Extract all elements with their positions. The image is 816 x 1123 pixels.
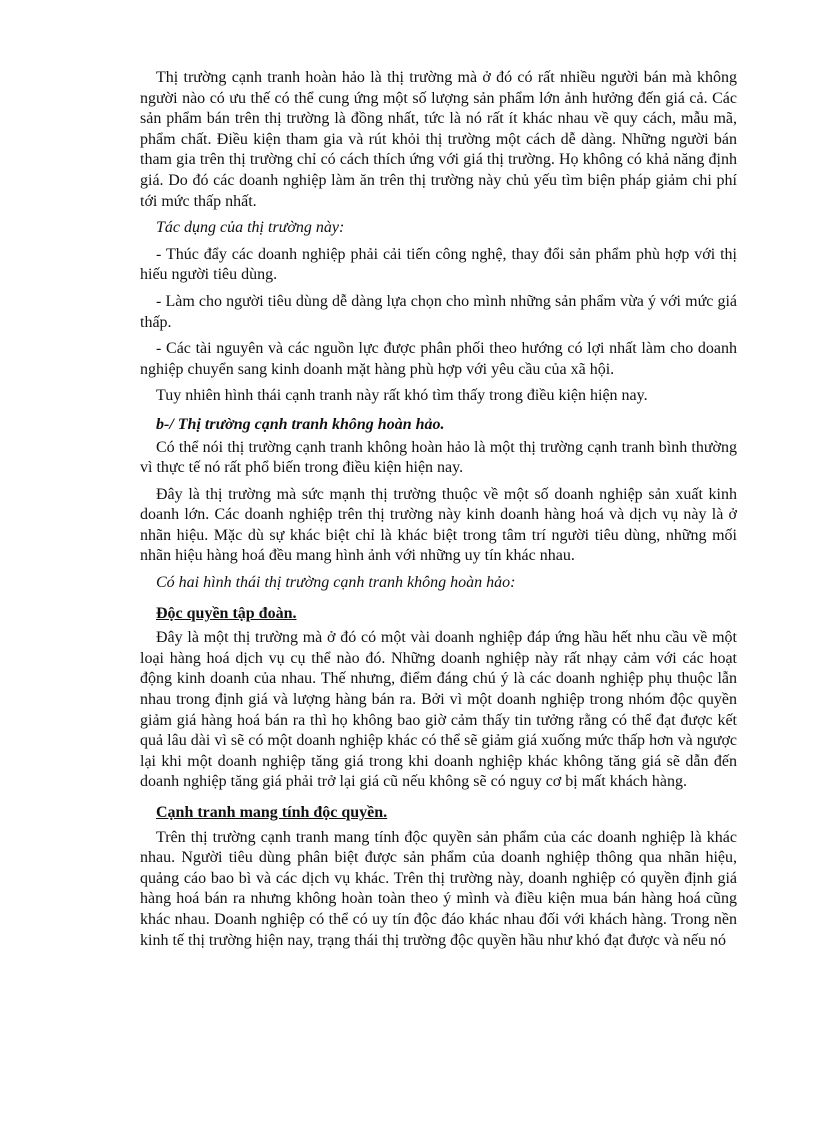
effect-item-2: - Làm cho người tiêu dùng dễ dàng lựa chọn cho mình những sản phẩm vừa ý với mức giá thấp.	[140, 292, 737, 331]
perfect-competition-paragraph: Thị trường cạnh tranh hoàn hảo là thị trường mà ở đó có rất nhiều người bán mà không người nào có ưu thế có thể cung ứng một số lượng sản phẩm lớn ảnh hưởng đến giá cả. Các sản phẩm bán trên thị trường là đồng nhất, tức là nó rất ít khác nhau về quy cách, mẫu mã, phẩm chất. Điều kiện tham gia và rút khỏi thị trường một cách dễ dàng. Những người bán tham gia trên thị trường chỉ có cách thích ứng với giá thị trường. Họ không có khả năng định giá. Do đó các doanh nghiệp làm ăn trên thị trường này chủ yếu tìm biện pháp giảm chi phí tới mức thấp nhất.	[140, 69, 737, 210]
section-b-paragraph-1: Có thể nói thị trường cạnh tranh không hoàn hảo là một thị trường cạnh tranh bình thường vì thực tế nó rất phổ biến trong điều kiện hiện nay.	[140, 438, 737, 477]
monopolistic-paragraph: Trên thị trường cạnh tranh mang tính độc quyền sản phẩm của các doanh nghiệp là khác nhau. Người tiêu dùng phân biệt được sản phẩm của doanh nghiệp thông qua nhãn hiệu, quảng cáo bao bì và các dịch vụ khác. Trên thị trường này, doanh nghiệp có quyền định giá hàng hoá bán ra nhưng không hoàn toàn theo ý mình và điều kiện mua bán hàng hoá cũng khác nhau. Doanh nghiệp có thể có uy tín độc đáo khác nhau đối với khách hàng. Trong nền kinh tế thị trường hiện nay, trạng thái thị trường độc quyền hầu như khó đạt được và nếu nó	[140, 828, 737, 949]
section-b-heading: b-/ Thị trường cạnh tranh không hoàn hảo.	[156, 415, 445, 433]
conclusion-paragraph: Tuy nhiên hình thái cạnh tranh này rất khó tìm thấy trong điều kiện hiện nay.	[156, 387, 648, 405]
oligopoly-paragraph: Đây là một thị trường mà ở đó có một vài doanh nghiệp đáp ứng hầu hết nhu cầu về một loại hàng hoá dịch vụ cụ thể nào đó. Những doanh nghiệp này rất nhạy cảm với các hoạt động kinh doanh của nhau. Thế nhưng, điểm đáng chú ý là các doanh nghiệp phụ thuộc lẫn nhau trong định giá và lượng hàng bán ra. Bởi vì một doanh nghiệp trong nhóm độc quyền giảm giá hàng hoá bán ra thì họ không bao giờ cảm thấy tin tưởng rằng có thể đạt được kết quả lâu dài vì sẽ có một doanh nghiệp khác có thể sẽ giảm giá xuống mức thấp hơn và ngược lại khi một doanh nghiệp tăng giá trong khi doanh nghiệp khác không tăng giá sẽ dẫn đến doanh nghiệp tăng giá phải trở lại giá cũ nếu không sẽ có nguy cơ bị mất khách hàng.	[140, 629, 737, 791]
effect-item-1: - Thúc đẩy các doanh nghiệp phải cải tiến công nghệ, thay đổi sản phẩm phù hợp với thị hiếu người tiêu dùng.	[140, 245, 737, 284]
forms-intro: Có hai hình thái thị trường cạnh tranh không hoàn hảo:	[156, 574, 516, 592]
section-b-paragraph-2: Đây là thị trường mà sức mạnh thị trường thuộc về một số doanh nghiệp sản xuất kinh doanh lớn. Các doanh nghiệp trên thị trường này kinh doanh hàng hoá và dịch vụ này là ở nhãn hiệu. Mặc dù sự khác biệt chỉ là khác biệt trong tâm trí người tiêu dùng, những mối nhãn hiệu hàng hoá đều mang hình ảnh với những uy tín khác nhau.	[140, 485, 737, 565]
document-page	[140, 68, 737, 957]
oligopoly-heading: Độc quyền tập đoàn.	[156, 604, 297, 622]
monopolistic-heading: Cạnh tranh mang tính độc quyền.	[156, 804, 388, 821]
effect-item-3: - Các tài nguyên và các nguồn lực được phân phối theo hướng có lợi nhất làm cho doanh nghiệp chuyển sang kinh doanh mặt hàng phù hợp với yêu cầu của xã hội.	[140, 340, 737, 378]
effects-heading: Tác dụng của thị trường này:	[156, 219, 345, 237]
